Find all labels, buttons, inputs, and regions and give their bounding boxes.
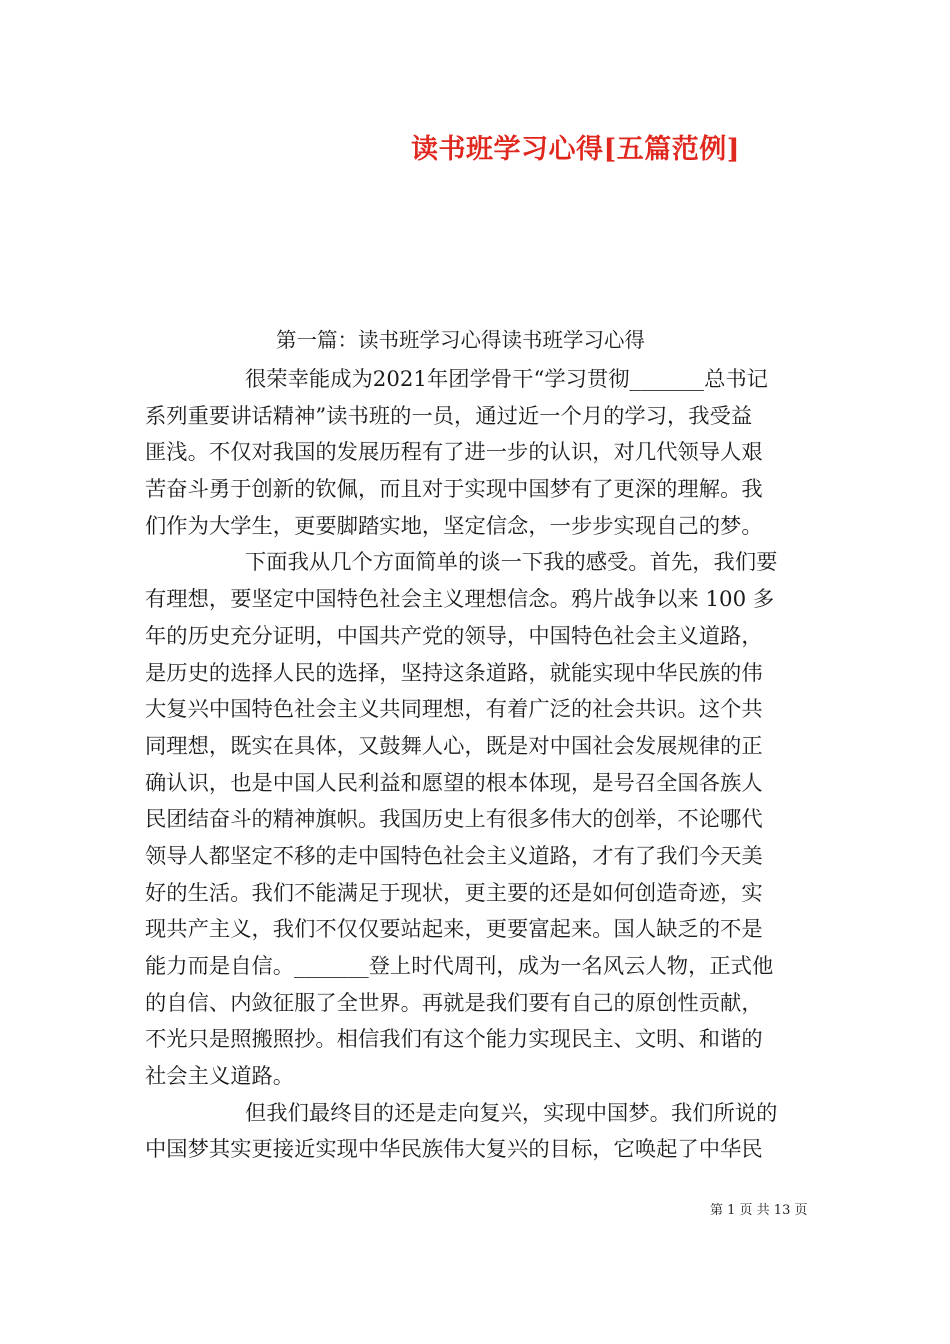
section-heading: 第一篇：读书班学习心得读书班学习心得 (276, 328, 645, 352)
text-line: 匪浅。不仅对我国的发展历程有了进一步的认识，对几代领导人艰 (145, 440, 763, 466)
text-line: 民团结奋斗的精神旗帜。我国历史上有很多伟大的创举，不论哪代 (145, 807, 763, 833)
text-line: 很荣幸能成为2021年团学骨干“学习贯彻_______总书记 (245, 367, 768, 392)
body-text (145, 362, 813, 1169)
text-line: 但我们最终目的还是走向复兴，实现中国梦。我们所说的 (245, 1100, 778, 1126)
text-line: 有理想，要坚定中国特色社会主义理想信念。鸦片战争以来 100 多 (145, 587, 775, 613)
text-line: 好的生活。我们不能满足于现状，更主要的还是如何创造奇迹，实 (145, 880, 763, 906)
text-line: 苦奋斗勇于创新的钦佩，而且对于实现中国梦有了更深的理解。我 (145, 477, 763, 503)
text-line: 系列重要讲话精神”读书班的一员，通过近一个月的学习，我受益 (145, 403, 753, 429)
text-line: 确认识，也是中国人民利益和愿望的根本体现，是号召全国各族人 (145, 770, 763, 796)
text-line: 领导人都坚定不移的走中国特色社会主义道路，才有了我们今天美 (145, 843, 763, 869)
text-line: 大复兴中国特色社会主义共同理想，有着广泛的社会共识。这个共 (145, 697, 763, 723)
text-line: 不光只是照搬照抄。相信我们有这个能力实现民主、文明、和谐的 (145, 1027, 763, 1053)
text-line: 们作为大学生，更要脚踏实地，坚定信念，一步步实现自己的梦。 (145, 513, 763, 539)
text-line: 下面我从几个方面简单的谈一下我的感受。首先，我们要 (245, 550, 778, 576)
document-title: 读书班学习心得[五篇范例] (411, 134, 741, 165)
page-footer: 第 1 页 共 13 页 (710, 1203, 808, 1218)
text-line: 中国梦其实更接近实现中华民族伟大复兴的目标，它唤起了中华民 (145, 1137, 763, 1163)
text-line: 能力而是自信。_______登上时代周刊，成为一名风云人物，正式他 (145, 954, 774, 979)
text-line: 是历史的选择人民的选择，坚持这条道路，就能实现中华民族的伟 (145, 660, 763, 686)
text-line: 年的历史充分证明，中国共产党的领导，中国特色社会主义道路， (145, 623, 763, 649)
text-line: 的自信、内敛征服了全世界。再就是我们要有自己的原创性贡献， (145, 990, 763, 1016)
text-line: 现共产主义，我们不仅仅要站起来，更要富起来。国人缺乏的不是 (145, 917, 763, 943)
text-line: 社会主义道路。 (145, 1064, 295, 1090)
text-line: 同理想，既实在具体，又鼓舞人心，既是对中国社会发展规律的正 (145, 733, 763, 759)
